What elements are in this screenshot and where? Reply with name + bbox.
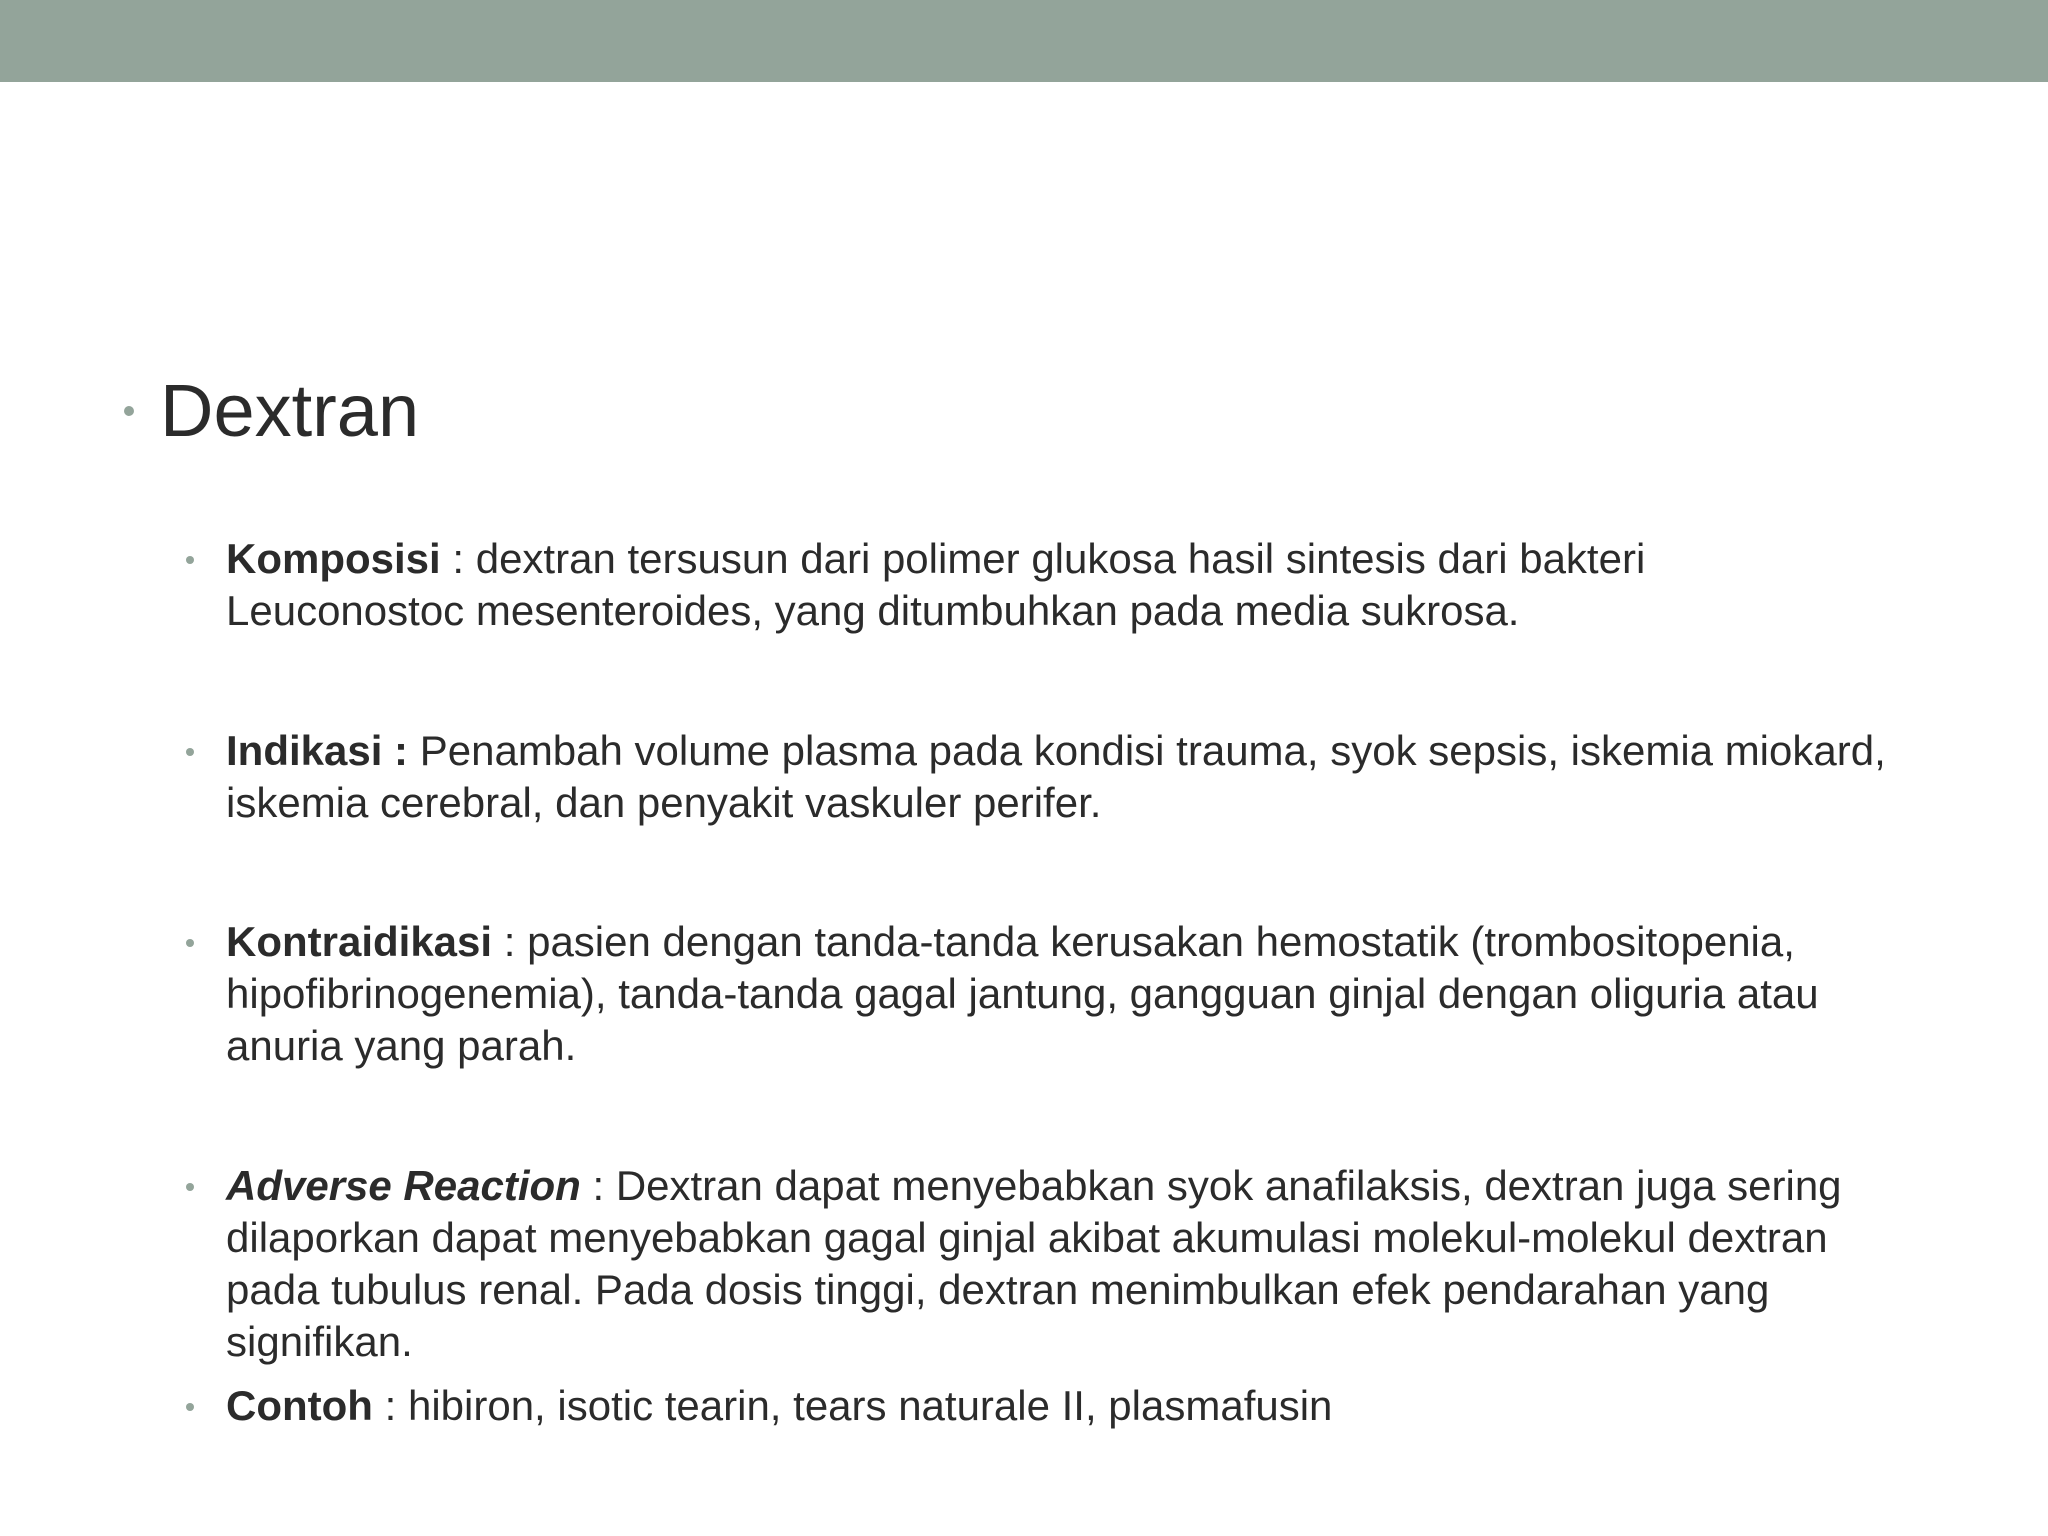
item-description: pasien dengan tanda-tanda kerusakan hemostatik (trombositopenia, hipofibrinogenemia), tanda-tanda gagal jantung, gangguan ginjal dengan oliguria atau anuria yang parah. — [226, 918, 1819, 1069]
list-item-text — [226, 1160, 1886, 1368]
list-item-text — [226, 916, 1886, 1072]
list-item-text — [226, 533, 1886, 637]
term-separator — [408, 727, 420, 774]
item-description: dextran tersusun dari polimer glukosa hasil sintesis dari bakteri Leuconostoc mesenteroides, yang ditumbuhkan pada media sukrosa. — [226, 535, 1646, 634]
bullet-icon — [186, 1183, 194, 1191]
term-separator: : — [492, 918, 528, 965]
bullet-icon — [186, 939, 194, 947]
list-item-indikasi — [186, 725, 1886, 829]
list-item-text — [226, 1380, 1886, 1432]
term-label: Kontraidikasi — [226, 918, 493, 965]
list-item-contoh — [186, 1380, 1886, 1432]
term-separator: : — [372, 1382, 408, 1429]
list-item-adverse-reaction — [186, 1160, 1886, 1368]
bullet-icon — [186, 556, 194, 564]
term-separator: : — [580, 1162, 616, 1209]
term-separator: : — [440, 535, 476, 582]
slide-title: Dextran — [160, 369, 420, 452]
bullet-icon — [186, 748, 194, 756]
term-label: Komposisi — [226, 535, 441, 582]
bullet-icon — [186, 1403, 194, 1411]
item-description: hibiron, isotic tearin, tears naturale II, plasmafusin — [407, 1382, 1333, 1429]
item-description: Dextran dapat menyebabkan syok anafilaksis, dextran juga sering dilaporkan dapat menyebabkan gagal ginjal akibat akumulasi molekul-molekul dextran pada tubulus renal. Pada dosis tinggi, dextran menimbulkan efek pendarahan yang signifikan. — [226, 1162, 1842, 1365]
list-item-text — [226, 725, 1886, 829]
term-label: Contoh — [226, 1382, 373, 1429]
list-item-komposisi — [186, 533, 1886, 637]
list-item-kontraidikasi — [186, 916, 1886, 1072]
title-row — [124, 366, 419, 456]
term-label: Adverse Reaction — [226, 1162, 581, 1209]
title-bullet-icon — [124, 406, 134, 416]
item-description: Penambah volume plasma pada kondisi trauma, syok sepsis, iskemia miokard, iskemia cerebral, dan penyakit vaskuler perifer. — [226, 727, 1886, 826]
term-label: Indikasi : — [226, 727, 409, 774]
